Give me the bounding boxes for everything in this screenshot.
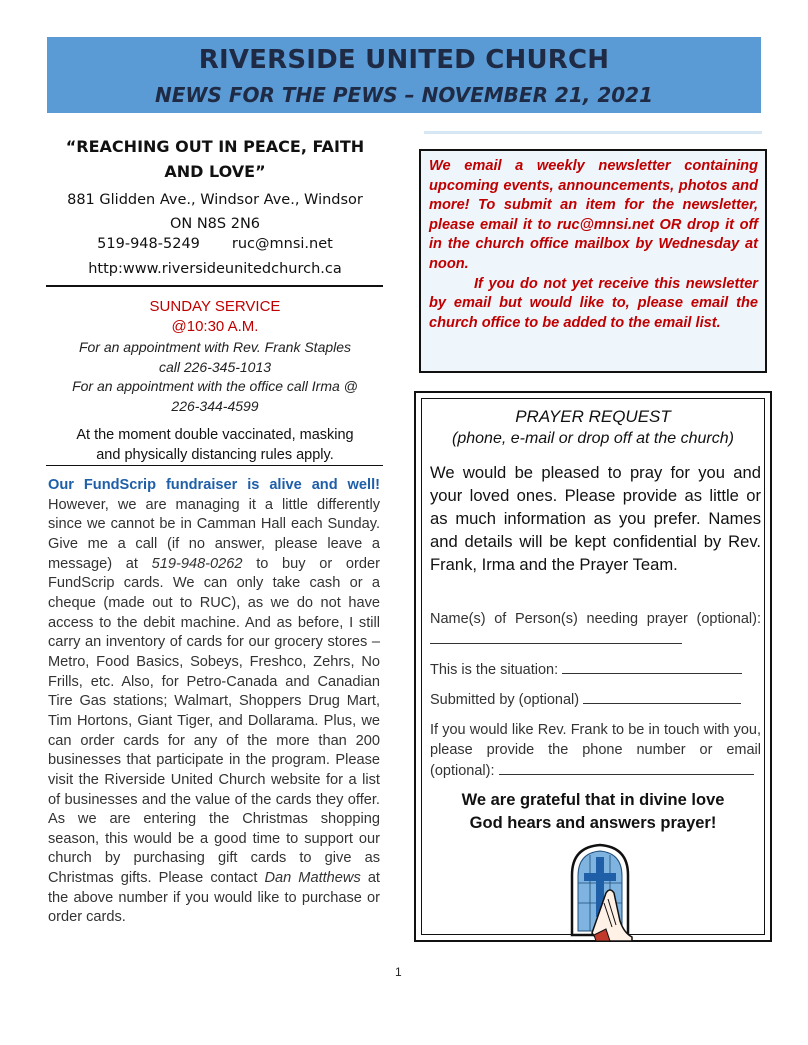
appointment-minister-line-1: For an appointment with Rev. Frank Staples (78, 339, 352, 355)
fundscrip-contact-name: Dan Matthews (264, 870, 361, 887)
submitted-by-label: Submitted by (optional) (430, 692, 580, 708)
divider (46, 285, 383, 287)
appointment-office-line-1: For an appointment with the office call Irma @ (72, 378, 358, 394)
address (46, 188, 384, 236)
prayer-request-box (414, 391, 772, 942)
motto-line-1: “REACHING OUT IN PEACE, FAITH (65, 137, 365, 156)
submitted-by-field[interactable] (430, 689, 761, 710)
newsletter-date-subtitle: NEWS FOR THE PEWS – NOVEMBER 21, 2021 (155, 83, 653, 107)
fundscrip-headline: Our FundScrip fundraiser is alive and well! (48, 477, 380, 493)
website-link[interactable]: http:www.riversideunitedchurch.ca (88, 261, 342, 277)
praying-hands-window-icon (568, 843, 638, 941)
contact-field-label: If you would like Rev. Frank to be in touch with you, please provide the phone number or email (optional): (430, 722, 761, 779)
newsletter-box (419, 149, 767, 373)
service-title: SUNDAY SERVICE (149, 298, 281, 315)
appointment-office (46, 376, 384, 416)
prayer-closing-line-1: We are grateful that in divine love (461, 791, 725, 809)
address-line-1: 881 Glidden Ave., Windsor Ave., Windsor (67, 192, 363, 208)
fundscrip-text-2: to buy or order FundScrip cards. We can only take cash or a cheque (made out to RUC), as we do not have access to the debit machine. And as before, I still carry an inventory of cards for our grocery stores – Metro, Food Basics, Sobeys, Freshco, Zehrs, No Frills, etc. Also, for Petro-Canada and Canadian Tire Gas stations; Walmart, Shoppers Drug Mart, Tim Hortons, Giant Tiger, and Dollarama. Plus, we can order cards for any of the more than 200 businesses that participate in the program. Please visit the Riverside United Church website for a list of businesses and the value of the cards they offer. As we are entering the Christmas shopping season, this would be a good time to support our church by purchasing gift cards to give as Christmas gifts. Please contact (48, 555, 381, 887)
prayer-request-body: We would be pleased to pray for you and your loved ones. Please provide as little or as much information as you prefer. Names and details will be kept confidential by Rev. Frank, Irma and the Prayer Team. (430, 463, 761, 574)
newsletter-paragraph-2: If you do not yet receive this newsletter by email but would like to, please email the church office to be added to the email list. (429, 275, 758, 331)
service-time: @10:30 A.M. (171, 318, 259, 335)
fundscrip-phone: 519-948-0262 (151, 555, 243, 572)
motto-line-2: AND LOVE” (164, 162, 266, 181)
situation-field-label: This is the situation: (430, 662, 559, 678)
submitted-by-blank[interactable] (583, 689, 741, 704)
appointment-office-line-2: 226-344-4599 (171, 398, 259, 414)
email-address[interactable]: ruc@mnsi.net (231, 236, 333, 252)
fundscrip-text-1: However, we are managing it a little differently since we cannot be in Camman Hall each Sunday. Give me a call (if no answer, please leave a message) at (48, 496, 380, 572)
appointment-minister-line-2: call 226-345-1013 (158, 359, 272, 375)
vaccination-notice (46, 425, 384, 465)
address-line-2: ON N8S 2N6 (169, 216, 261, 232)
prayer-closing (422, 789, 764, 835)
situation-field[interactable] (430, 659, 761, 680)
prayer-request-title: PRAYER REQUEST (515, 407, 671, 426)
accent-line (424, 131, 762, 134)
divider (46, 465, 383, 466)
contact-line (46, 236, 384, 252)
contact-field[interactable] (430, 720, 761, 781)
newsletter-paragraph-1: We email a weekly newsletter containing upcoming events, announcements, photos and more! To submit an item for the newsletter, please email it to ruc@mnsi.net OR drop it off in the church office mailbox by Wednesday at noon. (429, 158, 758, 272)
situation-field-blank[interactable] (562, 659, 742, 674)
vaccination-line-2: and physically distancing rules apply. (96, 447, 334, 463)
appointment-minister (46, 337, 384, 377)
fundscrip-article (48, 476, 380, 928)
names-field-label: Name(s) of Person(s) needing prayer (optional): (430, 611, 761, 627)
header-banner (47, 37, 761, 113)
prayer-request-inner (421, 398, 765, 935)
phone-number: 519-948-5249 (97, 236, 200, 252)
names-field-blank[interactable] (430, 629, 682, 644)
vaccination-line-1: At the moment double vaccinated, masking (76, 427, 354, 443)
service-info (46, 297, 384, 337)
names-field[interactable] (430, 609, 761, 650)
newsletter-text (429, 157, 758, 333)
prayer-closing-line-2: God hears and answers prayer! (469, 814, 717, 832)
page-number: 1 (395, 965, 402, 979)
motto (50, 134, 380, 184)
church-name-title: RIVERSIDE UNITED CHURCH (198, 45, 610, 75)
prayer-request-subtitle: (phone, e-mail or drop off at the church) (452, 430, 734, 447)
contact-field-blank[interactable] (499, 760, 754, 775)
fundscrip-text-3: at the above number if you would like to purchase or order cards. (48, 870, 380, 926)
